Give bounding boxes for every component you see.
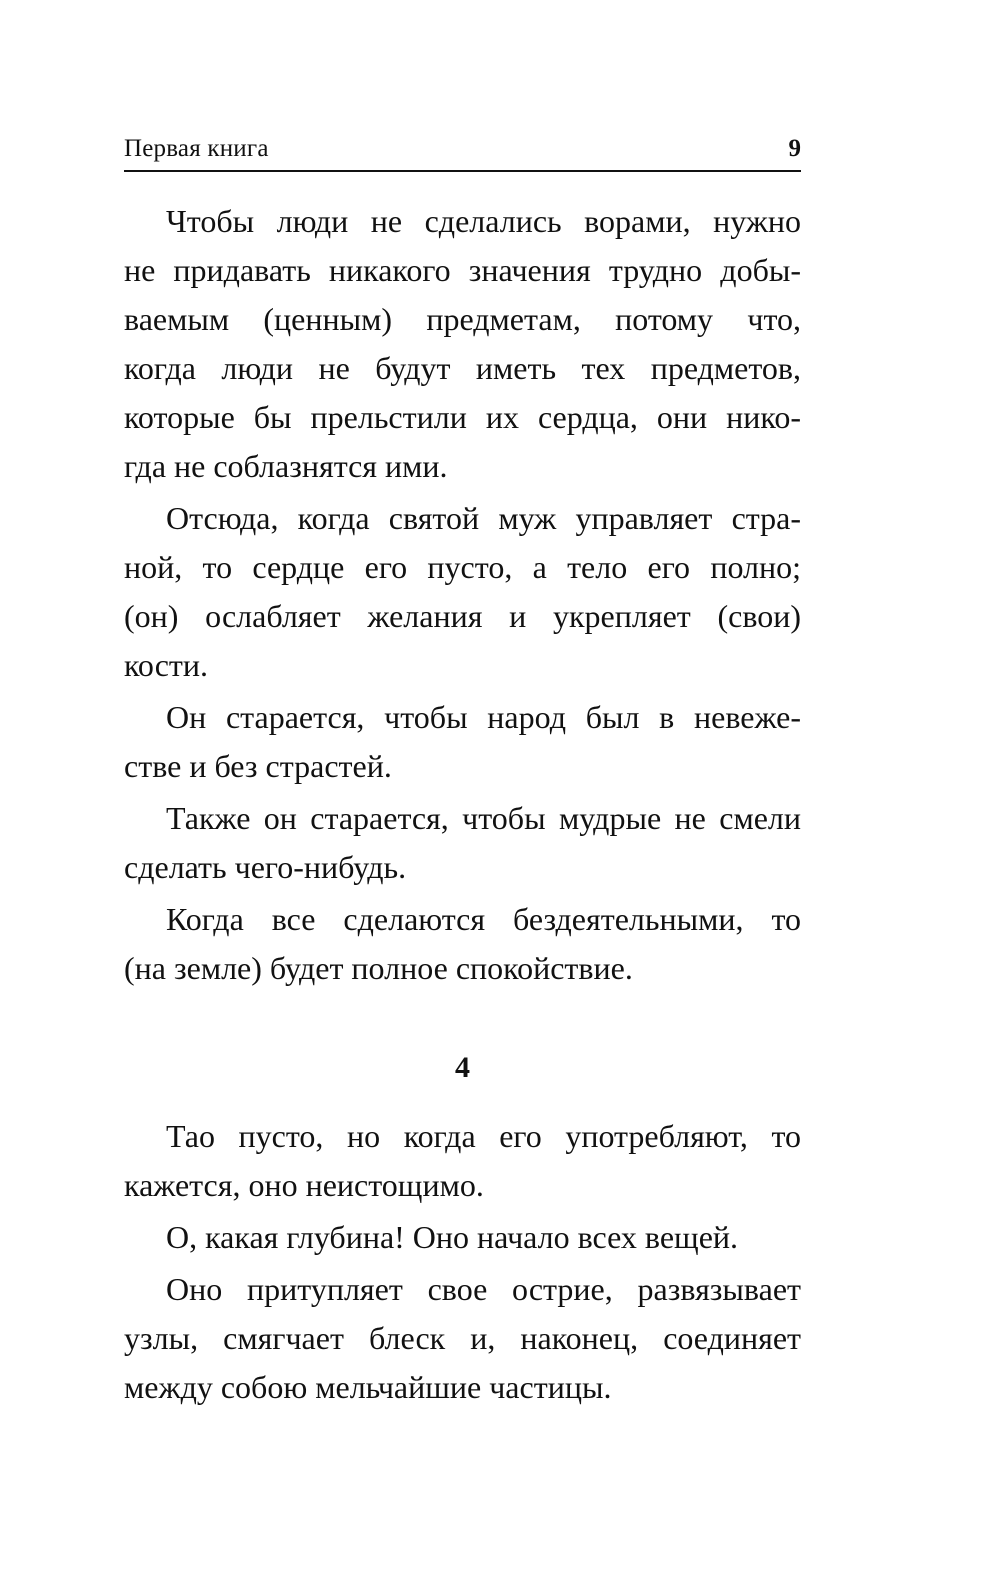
text-line: гда не соблазнятся ими. [124, 448, 448, 484]
paragraph [124, 1213, 801, 1262]
text-line: сделать чего-нибудь. [124, 849, 407, 885]
text-line: кажется, оно неистощимо. [124, 1167, 484, 1203]
text-line: между собою мельчайшие частицы. [124, 1369, 612, 1405]
text-line: Отсюда, когда святой муж управляет стра- [166, 500, 801, 536]
text-line: узлы, смягчает блеск и, наконец, соединяет [124, 1320, 801, 1356]
text-line: кости. [124, 647, 209, 683]
section-text-1 [124, 197, 801, 996]
text-line: когда люди не будут иметь тех предметов, [124, 350, 801, 386]
paragraph [124, 693, 801, 791]
text-line: Оно притупляет свое острие, развязывает [166, 1271, 801, 1307]
paragraph [124, 197, 801, 491]
text-line: ной, то сердце его пусто, а тело его полно; [124, 549, 801, 585]
paragraph [124, 895, 801, 993]
text-line: Тао пусто, но когда его употребляют, то [166, 1118, 801, 1154]
text-line: Также он старается, чтобы мудрые не смели [166, 800, 801, 836]
text-line: (на земле) будет полное спокойствие. [124, 950, 633, 986]
paragraph [124, 1112, 801, 1210]
chapter-number: 4 [455, 1051, 470, 1084]
text-line: ваемым (ценным) предметам, потому что, [124, 301, 801, 337]
text-line: не придавать никакого значения трудно добы- [124, 252, 801, 288]
running-title: Первая книга [124, 135, 269, 162]
paragraph [124, 1265, 801, 1412]
running-head [124, 130, 801, 172]
text-line: Он старается, чтобы народ был в невеже- [166, 699, 801, 735]
section-text-2 [124, 1112, 801, 1415]
page-number: 9 [788, 135, 801, 162]
text-line: стве и без страстей. [124, 748, 392, 784]
text-line: Когда все сделаются бездеятельными, то [166, 901, 801, 937]
paragraph [124, 794, 801, 892]
text-line: которые бы прельстили их сердца, они нико- [124, 399, 801, 435]
text-line: О, какая глубина! Оно начало всех вещей. [166, 1219, 739, 1255]
paragraph [124, 494, 801, 690]
text-line: (он) ослабляет желания и укрепляет (свои) [124, 598, 801, 634]
text-line: Чтобы люди не сделались ворами, нужно [166, 203, 801, 239]
